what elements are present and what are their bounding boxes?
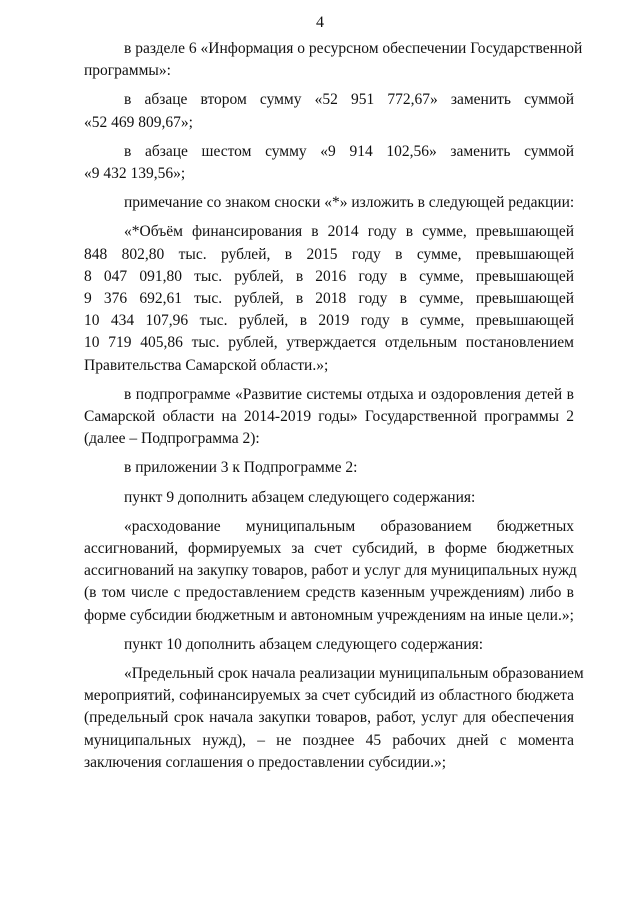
paragraph-subprogram xyxy=(84,384,574,451)
paragraph-item-9 xyxy=(84,487,574,509)
text-line: в абзаце шестом сумму «9 914 102,56» заменить суммой xyxy=(124,142,574,160)
text-line: «расходование муниципальным образованием бюджетных xyxy=(124,517,574,535)
text-line: (в том числе с предоставлением средств казенным учреждениям) либо в xyxy=(84,584,574,602)
text-line: «*Объём финансирования в 2014 году в сумме, превышающей xyxy=(124,223,574,241)
paragraph-spending-quote xyxy=(84,516,577,627)
text-line: 9 376 692,61 тыс. рублей, в 2018 году в сумме, превышающей xyxy=(84,290,574,308)
text-line: (предельный срок начала закупки товаров, работ, услуг для обеспечения xyxy=(84,709,574,727)
text-line: примечание со знаком сноски «*» изложить в следующей редакции: xyxy=(124,194,575,212)
text-line: пункт 9 дополнить абзацем следующего содержания: xyxy=(124,488,476,506)
text-line: 10 434 107,96 тыс. рублей, в 2019 году в сумме, превышающей xyxy=(84,312,574,330)
text-line: мероприятий, софинансируемых за счет субсидий из областного бюджета xyxy=(84,687,574,705)
text-line: форме субсидии бюджетным и автономным учреждениям на иные цели.»; xyxy=(84,606,574,624)
text-line: в разделе 6 «Информация о ресурсном обеспечении Государственной xyxy=(124,40,583,57)
paragraph-financing-volume xyxy=(84,221,574,376)
text-line: (далее – Подпрограмма 2): xyxy=(84,430,260,448)
text-line: в абзаце втором сумму «52 951 772,67» заменить суммой xyxy=(124,91,574,109)
text-line: «Предельный срок начала реализации муниципальным образованием xyxy=(124,665,584,683)
text-line: ассигнований на закупку товаров, работ и услуг для муниципальных нужд xyxy=(84,562,577,580)
paragraph-sixth-abzac xyxy=(84,141,574,185)
text-line: муниципальных нужд), – не позднее 45 рабочих дней с момента xyxy=(84,731,574,749)
text-line: 848 802,80 тыс. рублей, в 2015 году в сумме, превышающей xyxy=(84,245,574,263)
text-line: ассигнований, формируемых за счет субсидий, в форме бюджетных xyxy=(84,540,574,558)
page-number: 4 xyxy=(316,14,324,31)
paragraph-deadline-quote xyxy=(84,663,584,774)
document-body xyxy=(84,38,584,774)
text-line: 8 047 091,80 тыс. рублей, в 2016 году в сумме, превышающей xyxy=(84,267,574,285)
text-line: программы»: xyxy=(84,62,171,80)
text-line: пункт 10 дополнить абзацем следующего содержания: xyxy=(124,635,484,653)
text-line: в подпрограмме «Развитие системы отдыха и оздоровления детей в xyxy=(124,385,574,403)
text-line: в приложении 3 к Подпрограмме 2: xyxy=(124,459,358,477)
text-line: «9 432 139,56»; xyxy=(84,165,186,183)
paragraph-footnote-note xyxy=(84,192,574,214)
text-line: заключения соглашения о предоставлении субсидии.»; xyxy=(84,753,447,771)
paragraph-second-abzac xyxy=(84,89,574,133)
text-line: 10 719 405,86 тыс. рублей, утверждается отдельным постановлением xyxy=(84,334,574,352)
paragraph-appendix-3 xyxy=(84,457,574,479)
text-line: «52 469 809,67»; xyxy=(84,113,193,131)
text-line: Самарской области на 2014-2019 годы» Государственной программы 2 xyxy=(84,408,574,426)
paragraph-section-6 xyxy=(84,38,583,82)
text-line: Правительства Самарской области.»; xyxy=(84,356,329,374)
paragraph-item-10 xyxy=(84,634,574,656)
